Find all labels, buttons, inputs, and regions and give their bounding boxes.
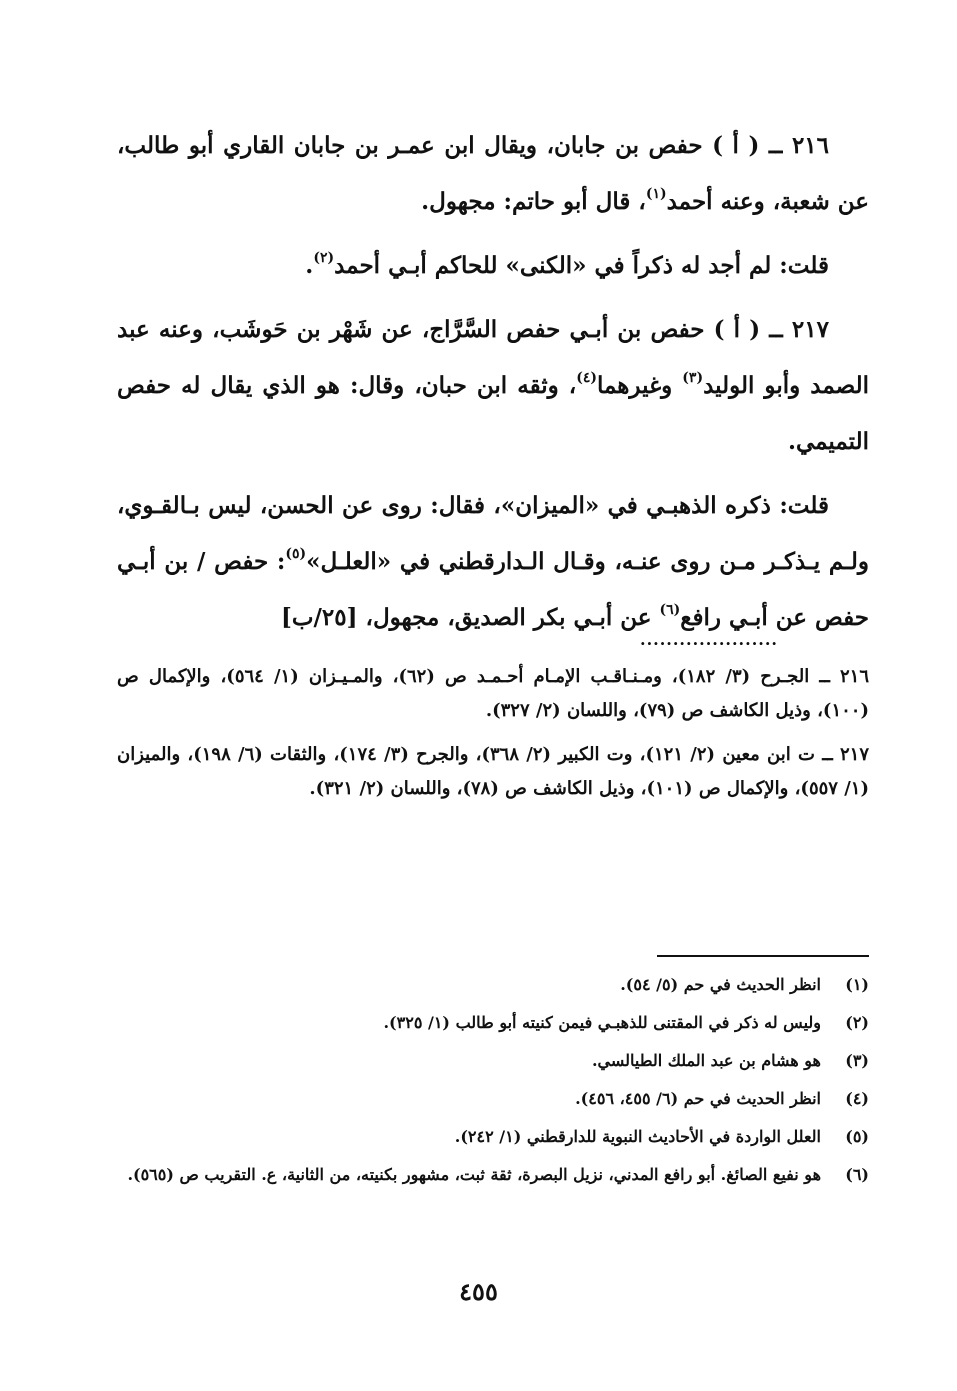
footnote-4 bbox=[109, 1080, 869, 1118]
footnote-5 bbox=[109, 1118, 869, 1156]
page-number: ٤٥٥ bbox=[459, 1277, 498, 1306]
footnote-ref-4[interactable]: (٤) bbox=[576, 370, 597, 387]
footnote-ref-6[interactable]: (٦) bbox=[659, 602, 681, 619]
footnotes bbox=[109, 966, 869, 1194]
footnote-text: هو هشام بن عبد الملك الطيالسي. bbox=[591, 1051, 821, 1070]
footnote-2 bbox=[109, 1004, 869, 1042]
footnote-number: (٢) bbox=[845, 1013, 869, 1032]
footnote-text: انظر الحديث في حم (٥/ ٥٤). bbox=[620, 975, 821, 994]
dotted-separator: ..................... bbox=[640, 630, 778, 649]
footnote-number: (٣) bbox=[845, 1051, 869, 1070]
footnote-ref-3[interactable]: (٣) bbox=[682, 370, 704, 387]
entry-217-number: ٢١٧ ــ ( أ ) bbox=[713, 316, 829, 343]
main-text bbox=[117, 118, 869, 646]
sources-block bbox=[117, 660, 869, 816]
footnote-number: (٤) bbox=[845, 1089, 869, 1108]
footnote-number: (٥) bbox=[845, 1127, 869, 1146]
footnote-text: انظر الحديث في حم (٦/ ٤٥٥، ٤٥٦). bbox=[575, 1089, 821, 1108]
footnote-text: العلل الواردة في الأحاديث النبوية للدارقطني (١/ ٢٤٢). bbox=[454, 1127, 821, 1146]
footnote-ref-1[interactable]: (١) bbox=[645, 186, 667, 203]
folio-marker: [٢٥/ب] bbox=[280, 604, 358, 631]
entry-216-number: ٢١٦ ــ ( أ ) bbox=[712, 132, 829, 159]
footnote-text: وليس له ذكر في المقتنى للذهبـي فيمن كنيته أبو طالب (١/ ٣٢٥). bbox=[383, 1013, 821, 1032]
comment-217-text-c: عن أبـي بكر الصديق، مجهول، bbox=[357, 604, 660, 631]
footnote-6 bbox=[109, 1156, 869, 1194]
footnote-text: هو نفيع الصائغ. أبو رافع المدني، نزيل البصرة، ثقة ثبت، مشهور بكنيته، من الثانية، ع. التقريب ص (٥٦٥). bbox=[127, 1165, 821, 1184]
sources-216: ٢١٦ ــ الجـرح (٣/ ١٨٢)، ومـنـاقـب الإمـام أحـمـد ص (٦٢)، والمـيـزان (١/ ٥٦٤)، والإكمال ص (١٠٠)، وذيل الكاشف ص (٧٩)، واللسان (٢/ ٣٢٧). bbox=[117, 666, 870, 721]
entry-217-text-a: حفص بن أبـي حفص السَّرَّاج، عن شَهْر بن حَوشَب، وعنه عبد الصمد وأبو الوليد bbox=[117, 316, 869, 399]
entry-217-text-c: ، وثقه ابن حبان، وقال: هو الذي يقال له حفص التميمي. bbox=[117, 372, 869, 455]
entry-216-text-b: ، قال أبو حاتم: مجهول. bbox=[421, 188, 646, 215]
comment-216-text: قلت: لم أجد له ذكراً في «الكنى» للحاكم أبـي أحمد bbox=[334, 252, 829, 279]
comment-217 bbox=[117, 478, 869, 646]
entry-216 bbox=[117, 118, 869, 230]
footnote-number: (١) bbox=[845, 975, 869, 994]
comment-216 bbox=[117, 238, 869, 294]
footnote-rule bbox=[657, 955, 869, 957]
footnote-1 bbox=[109, 966, 869, 1004]
footnote-ref-5[interactable]: (٥) bbox=[285, 546, 307, 563]
entry-217-text-b: وغيرهما bbox=[597, 372, 683, 399]
footnote-3 bbox=[109, 1042, 869, 1080]
comment-217-text-a: قلت: ذكره الذهبـي في «الميزان»، فقال: روى عن الحسن، ليس بـالقـوي، ولـم يـذكـر مـن روى عنـه، وقـال الـدارقطني في «العلـل» bbox=[117, 492, 869, 575]
footnote-ref-2[interactable]: (٢) bbox=[313, 250, 335, 267]
comment-216-end: . bbox=[305, 252, 314, 279]
sources-217: ٢١٧ ــ ت ابن معين (٢/ ١٢١)، وت الكبير (٢/ ٣٦٨)، والجرح (٣/ ١٧٤)، والثقات (٦/ ١٩٨)، والميزان (١/ ٥٥٧)، والإكمال ص (١٠١)، وذيل الكاشف ص (٧٨)، واللسان (٢/ ٣٢١). bbox=[117, 744, 870, 799]
entry-217 bbox=[117, 302, 869, 470]
comment-217-text-b: : حفص / بن أبـي حفص عن أبـي رافع bbox=[117, 548, 869, 631]
footnote-number: (٦) bbox=[845, 1165, 869, 1184]
entry-216-text-a: حفص بن جابان، ويقال ابن عمـر بن جابان القاري أبو طالب، عن شعبة، وعنه أحمد bbox=[117, 132, 869, 215]
